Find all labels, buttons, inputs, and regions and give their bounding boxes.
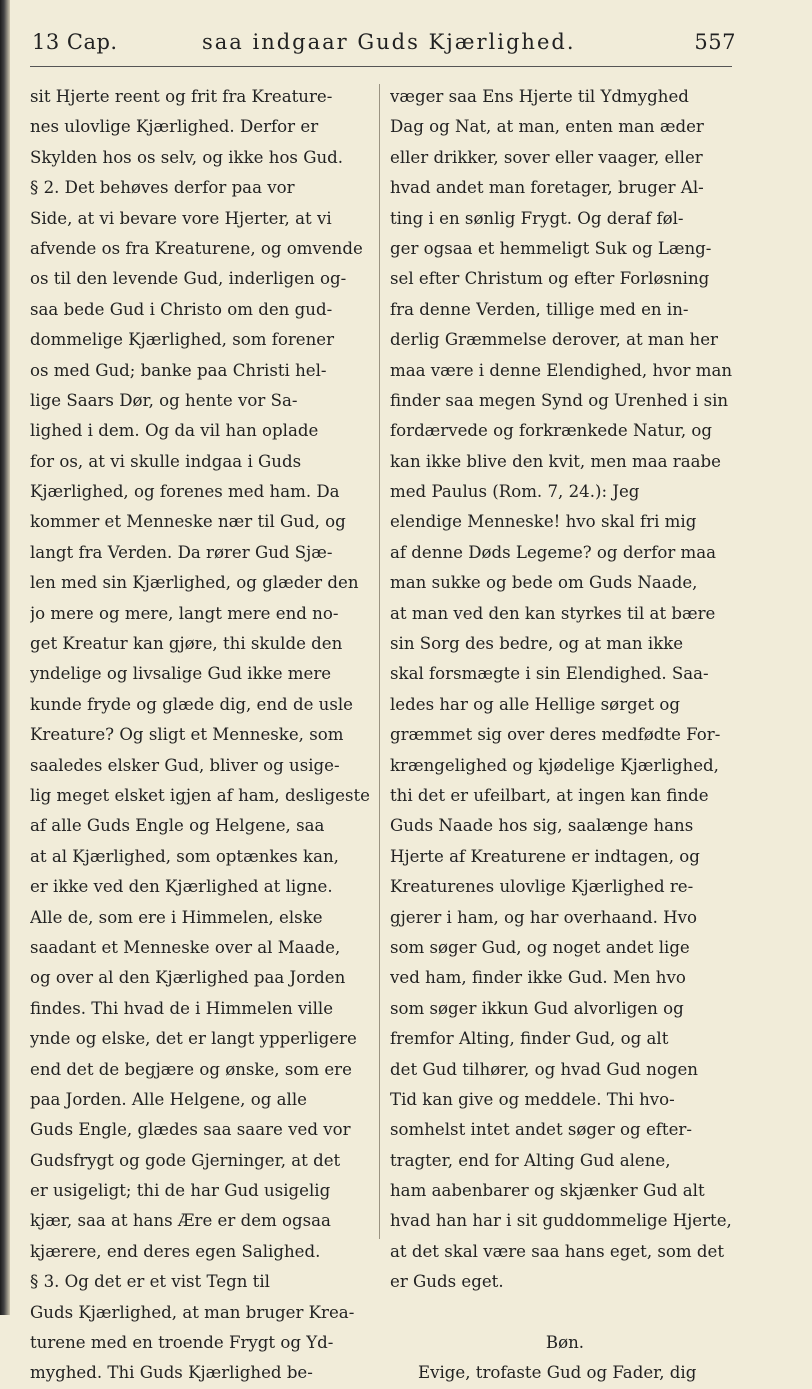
text-line: langt fra Verden. Da rører Gud Sjæ-	[30, 542, 333, 562]
text-line: finder saa megen Synd og Urenhed i sin	[390, 390, 729, 410]
text-line: Skylden hos os selv, og ikke hos Gud.	[30, 147, 344, 167]
text-line: ham aabenbarer og skjænker Gud alt	[390, 1181, 705, 1201]
text-line: af denne Døds Legeme? og derfor maa	[390, 542, 717, 562]
text-line: græmmet sig over deres medfødte For-	[390, 725, 721, 745]
text-line: myghed. Thi Guds Kjærlighed be-	[30, 1363, 313, 1383]
text-line: krængelighed og kjødelige Kjærlighed,	[390, 755, 719, 775]
text-line: er usigeligt; thi de har Gud usigelig	[30, 1181, 331, 1201]
text-line: os til den levende Gud, inderligen og-	[30, 269, 347, 289]
blank-line	[390, 1298, 740, 1328]
running-header	[32, 30, 734, 62]
text-line: afvende os fra Kreaturene, og omvende	[30, 238, 363, 258]
text-line: Dag og Nat, at man, enten man æder	[390, 117, 704, 137]
text-line: kunde fryde og glæde dig, end de usle	[30, 694, 353, 714]
text-line: findes. Thi hvad de i Himmelen ville	[30, 998, 334, 1018]
text-line: ledes har og alle Hellige sørget og	[390, 694, 681, 714]
text-line: thi det er ufeilbart, at ingen kan finde	[390, 785, 709, 805]
text-line: Tid kan give og meddele. Thi hvo-	[390, 1089, 675, 1109]
text-line: sin Sorg des bedre, og at man ikke	[390, 634, 684, 654]
text-line: kommer et Menneske nær til Gud, og	[30, 512, 346, 532]
text-line: kjærere, end deres egen Salighed.	[30, 1241, 321, 1261]
text-line: Guds Naade hos sig, saalænge hans	[390, 816, 694, 836]
text-line: at det skal være saa hans eget, som det	[390, 1241, 725, 1261]
text-line: len med sin Kjærlighed, og glæder den	[30, 573, 359, 593]
text-line: ved ham, finder ikke Gud. Men hvo	[390, 968, 686, 988]
text-line: som søger Gud, og noget andet lige	[390, 937, 690, 957]
prayer-first-line: Evige, trofaste Gud og Fader, dig	[418, 1363, 697, 1383]
text-line: Kreaturenes ulovlige Kjærlighed re-	[390, 877, 694, 897]
text-line: Guds Kjærlighed, at man bruger Krea-	[30, 1302, 355, 1322]
text-line: lig meget elsket igjen af ham, desligeste	[30, 785, 370, 805]
text-line: hvad han har i sit guddommelige Hjerte,	[390, 1211, 732, 1231]
text-line: lighed i dem. Og da vil han oplade	[30, 421, 319, 441]
text-line: elendige Menneske! hvo skal fri mig	[390, 512, 697, 532]
text-line: maa være i denne Elendighed, hvor man	[390, 360, 733, 380]
text-line: kjær, saa at hans Ære er dem ogsaa	[30, 1211, 331, 1231]
left-text-column	[30, 82, 370, 1389]
text-line: det Gud tilhører, og hvad Gud nogen	[390, 1059, 698, 1079]
text-line: saaledes elsker Gud, bliver og usige-	[30, 755, 340, 775]
text-line: hvad andet man foretager, bruger Al-	[390, 178, 704, 198]
text-line: skal forsmægte i sin Elendighed. Saa-	[390, 664, 709, 684]
text-line: end det de begjære og ønske, som ere	[30, 1059, 352, 1079]
text-line: dommelige Kjærlighed, som forener	[30, 330, 335, 350]
text-line: § 2. Det behøves derfor paa vor	[30, 178, 295, 198]
text-line: Hjerte af Kreaturene er indtagen, og	[390, 846, 700, 866]
text-line: Guds Engle, glædes saa saare ved vor	[30, 1120, 351, 1140]
text-line: sit Hjerte reent og frit fra Kreature-	[30, 87, 333, 106]
text-line: fra denne Verden, tillige med en in-	[390, 299, 689, 319]
text-line: af alle Guds Engle og Helgene, saa	[30, 816, 325, 836]
text-line: saa bede Gud i Christo om den gud-	[30, 299, 333, 319]
text-line: med Paulus (Rom. 7, 24.): Jeg	[390, 482, 640, 502]
text-line: turene med en troende Frygt og Yd-	[30, 1333, 334, 1353]
text-line: gjerer i ham, og har overhaand. Hvo	[390, 907, 697, 927]
text-line: yndelige og livsalige Gud ikke mere	[30, 664, 332, 684]
text-line: væger saa Ens Hjerte til Ydmyghed	[390, 87, 689, 106]
chapter-label: 13 Cap.	[32, 30, 118, 54]
text-line: nes ulovlige Kjærlighed. Derfor er	[30, 117, 319, 137]
text-line: for os, at vi skulle indgaa i Guds	[30, 451, 302, 471]
text-line: at man ved den kan styrkes til at bære	[390, 603, 716, 623]
book-page	[14, 0, 812, 1383]
prayer-heading: Bøn.	[545, 1333, 585, 1353]
text-line: ting i en sønlig Frygt. Og deraf føl-	[390, 208, 684, 228]
text-line: kan ikke blive den kvit, men maa raabe	[390, 451, 721, 471]
text-line: fremfor Alting, finder Gud, og alt	[390, 1029, 669, 1049]
column-divider	[379, 84, 380, 1239]
text-line: eller drikker, sover eller vaager, eller	[390, 147, 703, 167]
text-line: som søger ikkun Gud alvorligen og	[390, 998, 684, 1018]
text-line: Side, at vi bevare vore Hjerter, at vi	[30, 208, 332, 228]
text-line: saadant et Menneske over al Maade,	[30, 937, 341, 957]
text-line: paa Jorden. Alle Helgene, og alle	[30, 1089, 307, 1109]
text-line: get Kreatur kan gjøre, thi skulde den	[30, 634, 343, 654]
text-line: ger ogsaa et hemmeligt Suk og Læng-	[390, 238, 712, 258]
text-line: Kjærlighed, og forenes med ham. Da	[30, 482, 340, 502]
text-line: man sukke og bede om Guds Naade,	[390, 573, 698, 593]
text-line: fordærvede og forkrænkede Natur, og	[390, 421, 712, 441]
text-line: somhelst intet andet søger og efter-	[390, 1120, 692, 1140]
running-title: saa indgaar Guds Kjærlighed.	[202, 30, 576, 54]
right-text-column	[390, 82, 740, 1389]
text-line: sel efter Christum og efter Forløsning	[390, 269, 710, 289]
text-line: os med Gud; banke paa Christi hel-	[30, 360, 327, 380]
book-spine-shadow	[0, 0, 10, 1315]
header-rule	[30, 66, 732, 67]
text-line: tragter, end for Alting Gud alene,	[390, 1150, 671, 1170]
text-line: § 3. Og det er et vist Tegn til	[30, 1272, 270, 1292]
text-line: er Guds eget.	[390, 1272, 504, 1292]
text-line: og over al den Kjærlighed paa Jorden	[30, 968, 346, 988]
text-line: Alle de, som ere i Himmelen, elske	[30, 907, 323, 927]
text-line: lige Saars Dør, og hente vor Sa-	[30, 390, 298, 410]
text-line: Gudsfrygt og gode Gjerninger, at det	[30, 1150, 341, 1170]
text-line: ynde og elske, det er langt ypperligere	[30, 1029, 357, 1049]
text-line: er ikke ved den Kjærlighed at ligne.	[30, 877, 333, 897]
text-line: at al Kjærlighed, som optænkes kan,	[30, 846, 339, 866]
page-number: 557	[694, 30, 736, 54]
text-line: derlig Græmmelse derover, at man her	[390, 330, 718, 350]
text-line: jo mere og mere, langt mere end no-	[30, 603, 339, 623]
text-line: Kreature? Og sligt et Menneske, som	[30, 725, 344, 745]
